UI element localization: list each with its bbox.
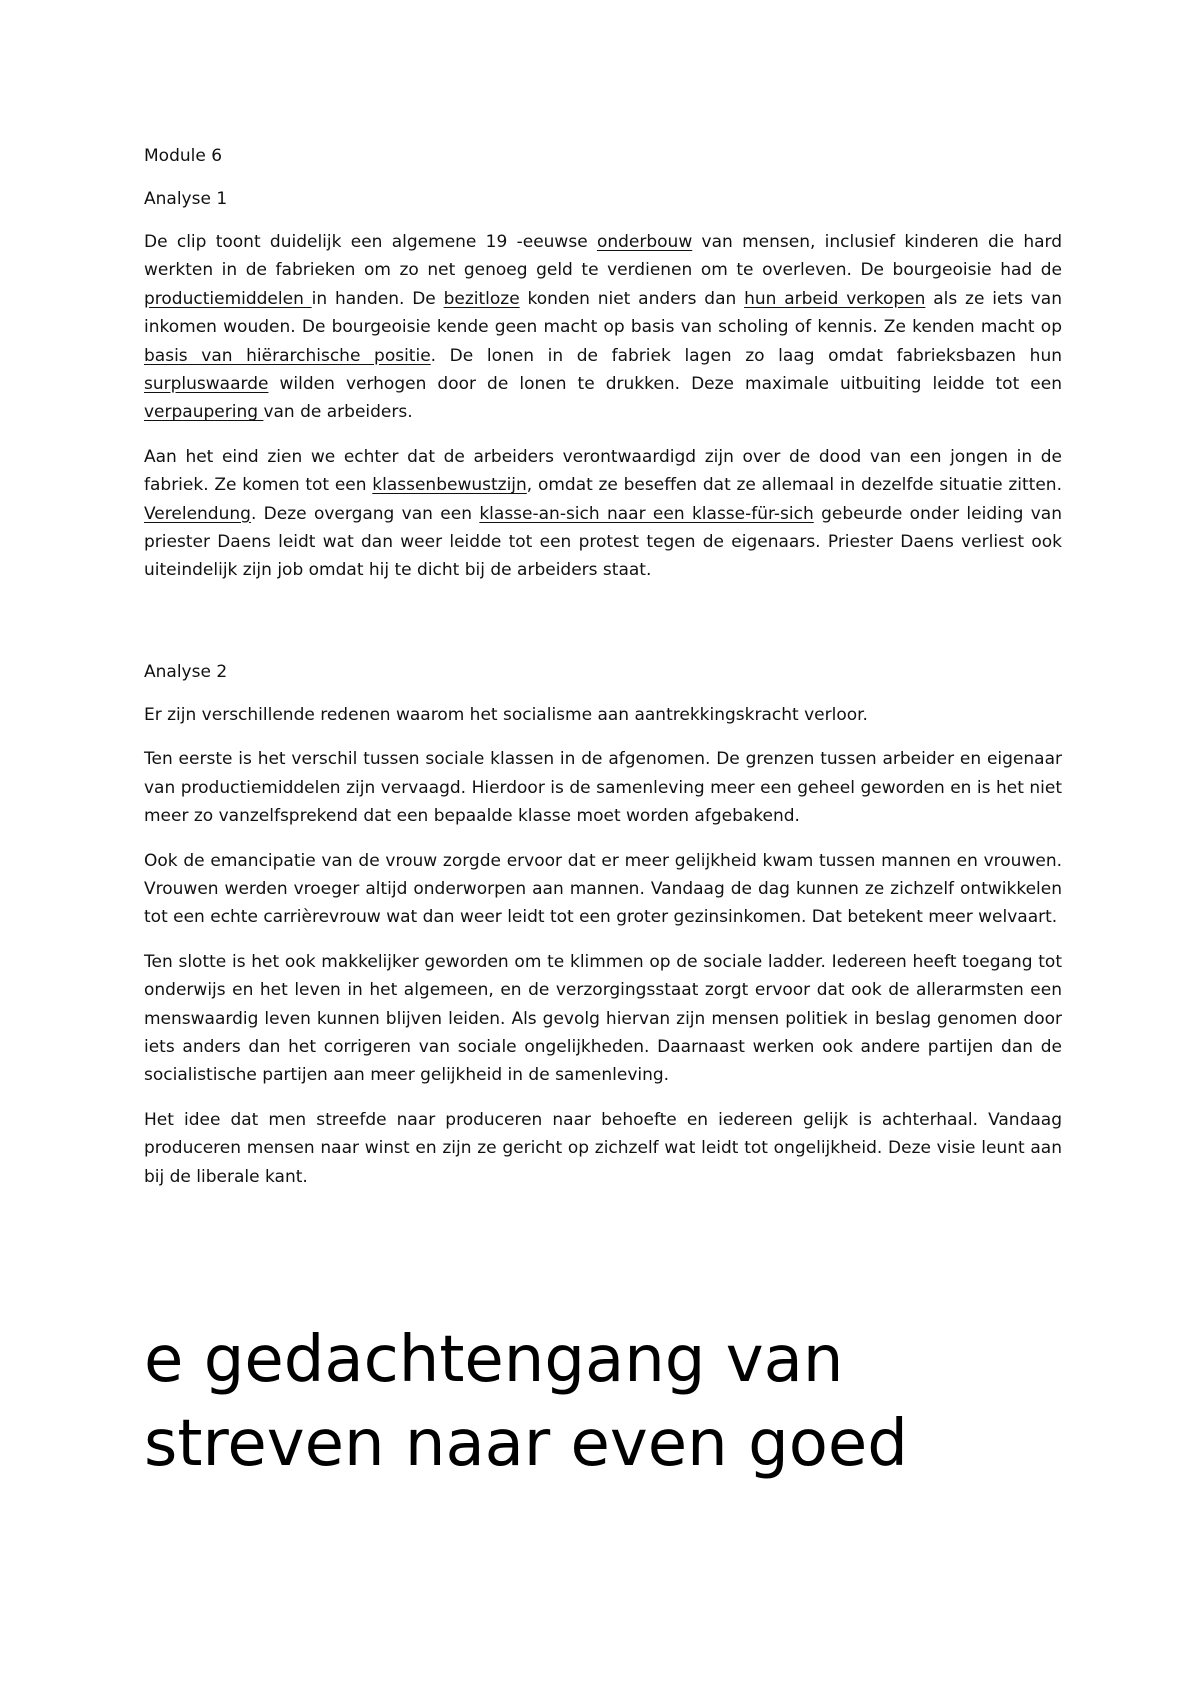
underlined-term: klassenbewustzijn: [372, 475, 527, 496]
large-text-line-2: streven naar even goed: [144, 1407, 908, 1481]
underlined-term: basis van hiërarchische positie: [144, 345, 431, 366]
analyse2-paragraph-4: Het idee dat men streefde naar produceren naar behoefte en iedereen gelijk is achterhaal. Vandaag produceren mensen naar winst en zijn ze gericht op zichzelf wat leidt tot ongelijkheid. Deze visie leunt aan bij de liberale kant.: [144, 1109, 1062, 1187]
large-overlay-text: [144, 1318, 908, 1486]
underlined-term: Verelendung: [144, 503, 251, 524]
document-page: [144, 142, 1062, 1207]
analyse2-heading: Analyse 2: [144, 661, 228, 682]
text-segment: wilden verhogen door de lonen te drukken. Deze maximale uitbuiting leidde tot een: [268, 374, 1062, 395]
underlined-term: hun arbeid verkopen: [744, 288, 926, 309]
analyse1-paragraph-1: [144, 228, 1062, 427]
analyse2-paragraph-1: Ten eerste is het verschil tussen sociale klassen in de afgenomen. De grenzen tussen arbeider en eigenaar van productiemiddelen zijn vervaagd. Hierdoor is de samenleving meer een geheel geworden en is het niet meer zo vanzelfsprekend dat een bepaalde klasse moet worden afgebakend.: [144, 749, 1062, 827]
underlined-term: bezitloze: [443, 288, 520, 309]
text-segment: De clip toont duidelijk een algemene 19 -eeuwse: [144, 232, 597, 252]
large-text-line-1: e gedachtengang van: [144, 1323, 844, 1397]
underlined-term: verpaupering: [144, 402, 264, 423]
text-segment: van de arbeiders.: [263, 402, 413, 423]
text-segment: . De lonen in de fabriek lagen zo laag omdat fabrieksbazen hun: [430, 345, 1062, 366]
underlined-term: klasse-an-sich naar een klasse-für-sich: [479, 503, 814, 524]
analyse1-heading: Analyse 1: [144, 189, 228, 209]
underlined-term: surpluswaarde: [144, 374, 269, 395]
text-segment: gebeurde onder leiding van priester Daens leidt wat dan weer leidde tot een protest tegen de eigenaars. Priester Daens verliest ook uiteindelijk zijn job omdat hij te dicht bij de arbeiders staat.: [144, 503, 1063, 581]
text-segment: Aan het eind zien we echter dat de arbeiders verontwaardigd zijn over de dood van een jongen in de fabriek. Ze komen tot een: [144, 446, 1062, 496]
text-segment: van mensen, inclusief kinderen die hard werkten in de fabrieken om zo net genoeg geld te verdienen om te overleven. De bourgeoisie had de: [144, 232, 1062, 281]
module-title: Module 6: [144, 146, 223, 166]
text-segment: , omdat ze beseffen dat ze allemaal in dezelfde situatie zitten.: [526, 475, 1062, 496]
section-spacer: [144, 601, 1062, 658]
text-segment: in handen. De: [311, 288, 444, 309]
text-segment: . Deze overgang van een: [250, 503, 480, 524]
text-segment: als ze iets van inkomen wouden. De bourgeoisie kende geen macht op basis van scholing of kennis. Ze kenden macht op: [144, 288, 1062, 338]
analyse1-paragraph-2: [144, 443, 1062, 585]
analyse2-intro: Er zijn verschillende redenen waarom het socialisme aan aantrekkingskracht verloor.: [144, 704, 868, 725]
underlined-term: onderbouw: [596, 232, 693, 252]
analyse2-paragraph-3: Ten slotte is het ook makkelijker geworden om te klimmen op de sociale ladder. Iedereen heeft toegang tot onderwijs en het leven in het algemeen, en de verzorgingsstaat zorgt ervoor dat ook de allerarmsten een menswaardig leven kunnen blijven leiden. Als gevolg hiervan zijn mensen politiek in beslag genomen door iets anders dan het corrigeren van sociale ongelijkheden. Daarnaast werken ook andere partijen dan de socialistische partijen aan meer gelijkheid in de samenleving.: [144, 951, 1062, 1086]
text-segment: konden niet anders dan: [519, 288, 745, 309]
underlined-term: productiemiddelen: [144, 288, 312, 309]
analyse2-paragraph-2: Ook de emancipatie van de vrouw zorgde ervoor dat er meer gelijkheid kwam tussen mannen en vrouwen. Vrouwen werden vroeger altijd onderworpen aan mannen. Vandaag de dag kunnen ze zichzelf ontwikkelen tot een echte carrièrevrouw wat dan weer leidt tot een groter gezinsinkomen. Dat betekent meer welvaart.: [144, 850, 1062, 928]
